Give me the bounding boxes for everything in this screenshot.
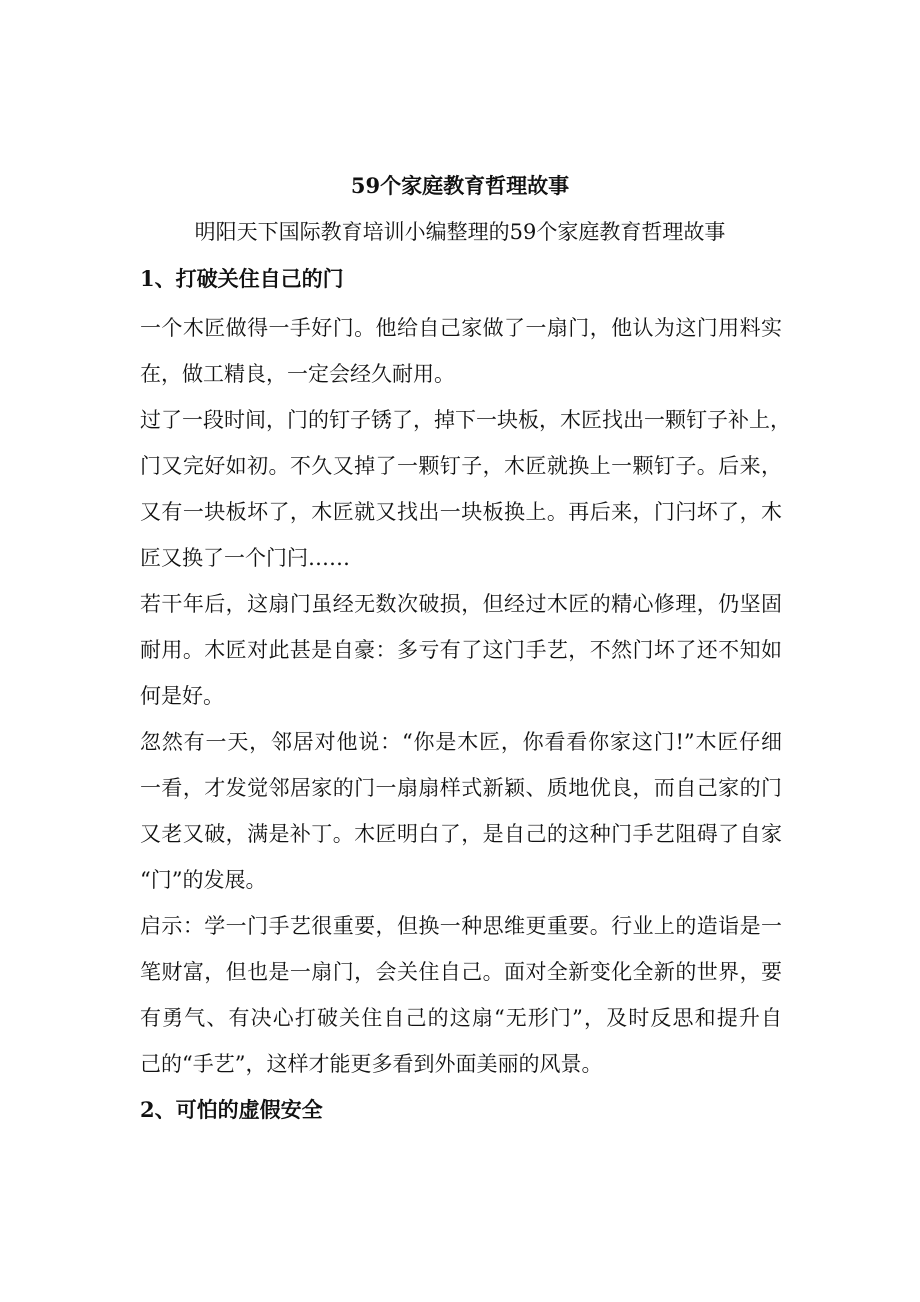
document-title: 59个家庭教育哲理故事 [350,173,570,198]
text-line: 笔财富，但也是一扇门，会关住自己。面对全新变化全新的世界，要 [140,960,782,984]
text-line: 启示：学一门手艺很重要，但换一种思维更重要。行业上的造诣是一 [140,914,782,938]
paragraph [140,312,782,390]
section-heading-1: 1、打破关住自己的门 [140,266,344,291]
paragraph [140,910,782,1080]
document-subtitle: 明阳天下国际教育培训小编整理的59个家庭教育哲理故事 [194,220,726,244]
text-line: 在，做工精良，一定会经久耐用。 [140,362,455,386]
text-line: 门又完好如初。不久又掉了一颗钉子，木匠就换上一颗钉子。后来， [140,454,782,478]
text-line: 若干年后，这扇门虽经无数次破损，但经过木匠的精心修理，仍坚固 [140,592,782,616]
paragraph [140,404,791,574]
text-line: 又老又破，满是补丁。木匠明白了，是自己的这种门手艺阻碍了自家 [140,822,782,846]
section-heading-2: 2、可怕的虚假安全 [140,1097,323,1122]
paragraph [140,726,782,896]
text-line: 忽然有一天，邻居对他说：“你是木匠，你看看你家这门!”木匠仔细 [140,730,782,754]
text-line: 己的“手艺”，这样才能更多看到外面美丽的风景。 [140,1052,603,1076]
text-line: 匠又换了一个门闩…… [140,546,350,570]
text-line: 何是好。 [140,684,224,708]
paragraph [140,588,782,712]
text-line: 过了一段时间，门的钉子锈了，掉下一块板，木匠找出一颗钉子补上， [140,408,791,432]
text-line: 有勇气、有决心打破关住自己的这扇“无形门”，及时反思和提升自 [140,1006,782,1030]
text-line: 又有一块板坏了，木匠就又找出一块板换上。再后来，门闩坏了，木 [140,500,782,524]
text-line: 一看，才发觉邻居家的门一扇扇样式新颖、质地优良，而自己家的门 [140,776,782,800]
text-line: “门”的发展。 [140,868,267,892]
text-line: 一个木匠做得一手好门。他给自己家做了一扇门，他认为这门用料实 [140,316,782,340]
document-body [140,263,791,1143]
text-line: 耐用。木匠对此甚是自豪：多亏有了这门手艺，不然门坏了还不知如 [140,638,782,662]
